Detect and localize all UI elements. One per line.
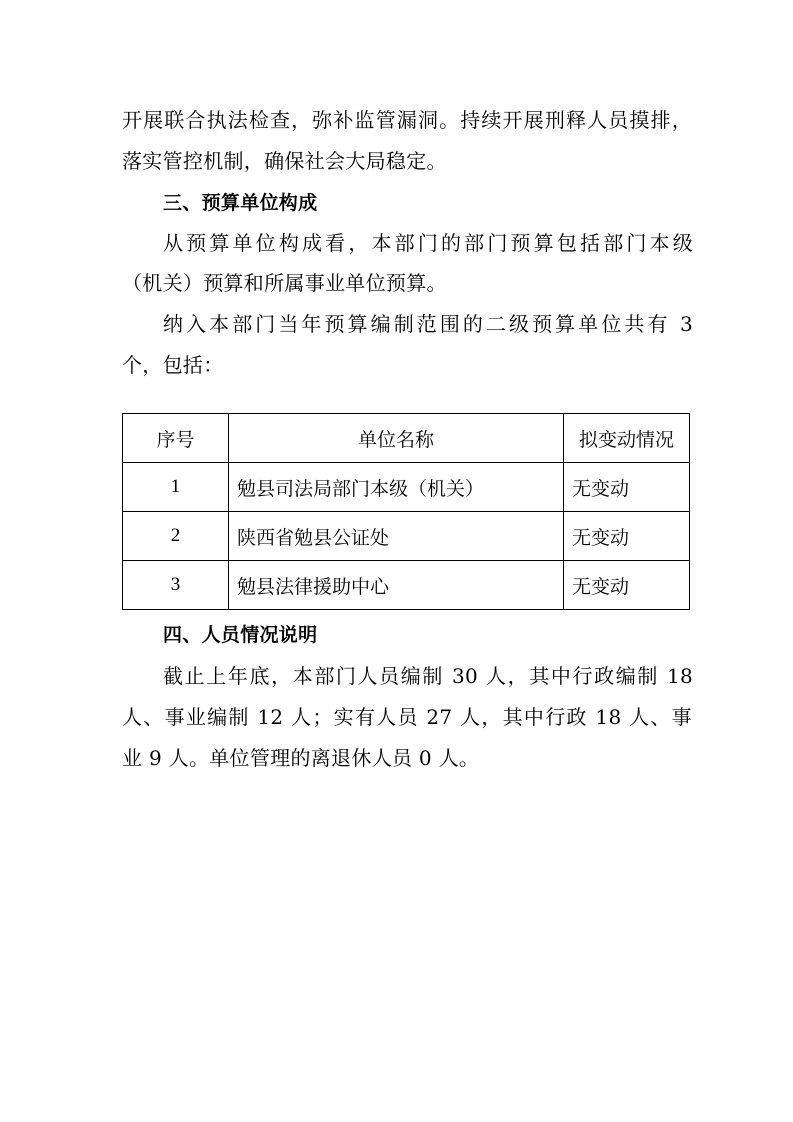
header-no: 序号 — [123, 414, 229, 463]
row-unit-name: 陕西省勉县公证处 — [229, 512, 564, 561]
row-unit-name: 勉县司法局部门本级（机关） — [229, 463, 564, 512]
row-change-status: 无变动 — [564, 463, 690, 512]
body-text-line: 业 9 人。单位管理的离退休人员 0 人。 — [122, 746, 480, 770]
body-text-line: （机关）预算和所属事业单位预算。 — [122, 271, 447, 295]
body-text-line: 人、事业编制 12 人；实有人员 27 人，其中行政 18 人、事 — [122, 705, 692, 729]
row-no: 3 — [123, 561, 229, 610]
body-text-line: 截止上年底，本部门人员编制 30 人，其中行政编制 18 — [163, 664, 693, 688]
row-no: 1 — [123, 463, 229, 512]
header-change-status: 拟变动情况 — [564, 414, 690, 463]
row-no: 2 — [123, 512, 229, 561]
section-heading-staff: 四、人员情况说明 — [163, 624, 318, 646]
table-row — [123, 463, 690, 512]
body-text-line: 个，包括： — [122, 353, 224, 377]
header-unit-name: 单位名称 — [229, 414, 564, 463]
row-change-status: 无变动 — [564, 512, 690, 561]
row-change-status: 无变动 — [564, 561, 690, 610]
body-text-line: 从预算单位构成看，本部门的部门预算包括部门本级 — [163, 231, 693, 255]
body-text-line: 纳入本部门当年预算编制范围的二级预算单位共有 3 — [163, 312, 693, 336]
body-text-line: 落实管控机制，确保社会大局稳定。 — [122, 149, 447, 173]
section-heading-budget-units: 三、预算单位构成 — [163, 192, 318, 214]
body-text-line: 开展联合执法检查，弥补监管漏洞。持续开展刑释人员摸排， — [122, 108, 692, 132]
row-unit-name: 勉县法律援助中心 — [229, 561, 564, 610]
table-row — [123, 561, 690, 610]
budget-units-table — [122, 413, 690, 610]
table-row — [123, 512, 690, 561]
table-header-row — [123, 414, 690, 463]
